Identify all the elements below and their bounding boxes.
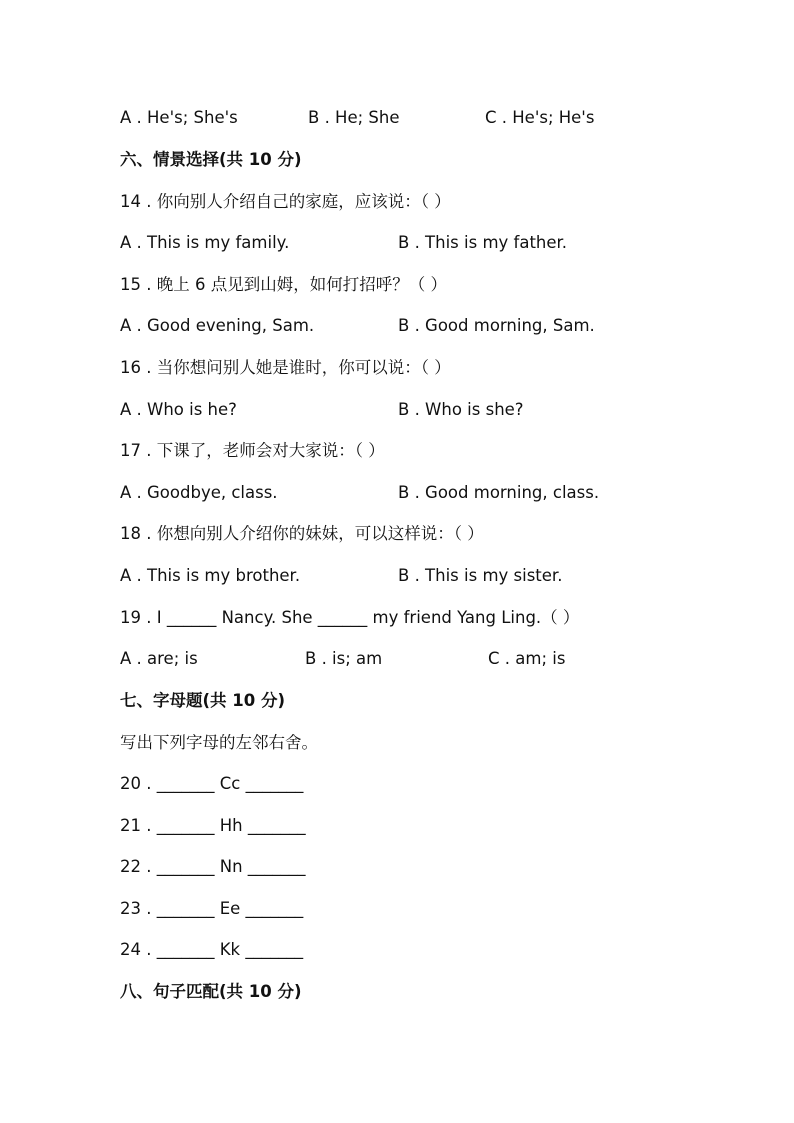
q16-option-a: A . Who is he? [120,400,237,419]
q17-stem: 17 . 下课了，老师会对大家说：（ ） [120,441,385,460]
q18-option-a: A . This is my brother. [120,566,301,585]
q19-option-b: B . is; am [305,649,383,668]
section8-heading: 八、句子匹配(共 10 分) [120,982,302,1001]
q17-option-a: A . Goodbye, class. [120,483,278,502]
q16-stem: 16 . 当你想问别人她是谁时，你可以说：（ ） [120,358,451,377]
q13-option-c: C . He's; He's [485,108,595,127]
q18-option-b: B . This is my sister. [398,566,563,585]
q19-option-a: A . are; is [120,649,198,668]
q15-option-a: A . Good evening, Sam. [120,316,315,335]
letter-item-21: 21 . _______ Hh _______ [120,816,306,835]
q19-stem: 19 . I ______ Nancy. She ______ my friend Yang Ling.（ ） [120,608,580,627]
q16-option-b: B . Who is she? [398,400,524,419]
letter-item-23: 23 . _______ Ee _______ [120,899,304,918]
q15-option-b: B . Good morning, Sam. [398,316,595,335]
letter-item-20: 20 . _______ Cc _______ [120,774,304,793]
letter-item-24: 24 . _______ Kk _______ [120,940,304,959]
q17-option-b: B . Good morning, class. [398,483,600,502]
section6-heading: 六、情景选择(共 10 分) [120,150,302,169]
letter-item-22: 22 . _______ Nn _______ [120,857,306,876]
q15-stem: 15 . 晚上 6 点见到山姆，如何打招呼？（ ） [120,275,447,294]
section7-instruction: 写出下列字母的左邻右舍。 [120,733,318,752]
section7-heading: 七、字母题(共 10 分) [120,691,286,710]
q13-option-a: A . He's; She's [120,108,238,127]
q14-option-b: B . This is my father. [398,233,568,252]
q19-option-c: C . am; is [488,649,566,668]
q13-option-b: B . He; She [308,108,400,127]
q14-stem: 14 . 你向别人介绍自己的家庭，应该说：（ ） [120,192,451,211]
q18-stem: 18 . 你想向别人介绍你的妹妹，可以这样说：（ ） [120,524,484,543]
q14-option-a: A . This is my family. [120,233,290,252]
